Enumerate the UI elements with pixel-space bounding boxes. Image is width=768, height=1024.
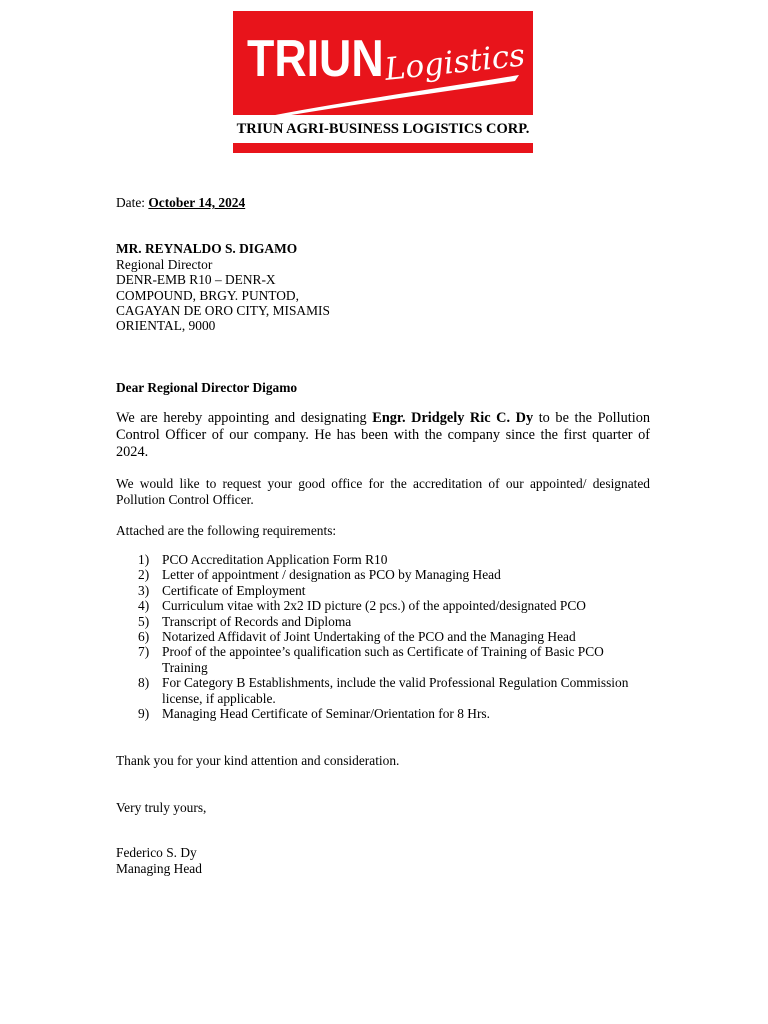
list-item-text: Managing Head Certificate of Seminar/Orientation for 8 Hrs. — [162, 706, 490, 722]
list-item-number: 2) — [138, 567, 150, 583]
logo-company-name: TRIUN AGRI-BUSINESS LOGISTICS CORP. — [233, 115, 533, 143]
salutation: Dear Regional Director Digamo — [116, 380, 298, 395]
list-item-text: For Category B Establishments, include the valid Professional Regulation Commission license, if applicable. — [162, 675, 629, 706]
requirements-list — [116, 552, 650, 721]
closing-line: Very truly yours, — [116, 800, 207, 815]
list-item-text: Proof of the appointee’s qualification such as Certificate of Training of Basic PCO Training — [162, 644, 604, 675]
recipient-address-line: DENR-EMB R10 – DENR-X — [116, 272, 276, 287]
list-item-number: 8) — [138, 675, 150, 691]
list-item-number: 6) — [138, 629, 150, 645]
body-paragraph-request — [116, 476, 650, 507]
list-item — [116, 598, 650, 613]
recipient-address-line: CAGAYAN DE ORO CITY, MISAMIS — [116, 303, 330, 318]
logo-script-text: Logistics — [383, 37, 527, 88]
list-item-number: 1) — [138, 552, 150, 567]
list-item-number: 5) — [138, 613, 150, 629]
para1-text: We are hereby appointing and designating — [116, 410, 373, 426]
date-label: Date: — [116, 195, 145, 210]
list-item-number: 7) — [138, 644, 150, 660]
list-item-number: 3) — [138, 582, 150, 598]
list-item — [116, 567, 650, 582]
recipient-title: Regional Director — [116, 257, 213, 272]
recipient-address-line: ORIENTAL, 9000 — [116, 318, 216, 333]
list-item-text: Notarized Affidavit of Joint Undertaking of the PCO and the Managing Head — [162, 629, 576, 645]
list-item — [116, 629, 650, 644]
list-item — [116, 614, 650, 629]
list-item — [116, 675, 650, 706]
date-value: October 14, 2024 — [148, 195, 246, 210]
para1-text: to be the Pollution Control Officer of our company. He has been with the company since the first quarter of 2024. — [116, 410, 650, 460]
thanks-line: Thank you for your kind attention and consideration. — [116, 753, 400, 768]
signatory-title: Managing Head — [116, 861, 202, 876]
logo-swoosh-icon — [253, 73, 523, 121]
recipient-name: MR. REYNALDO S. DIGAMO — [116, 241, 298, 256]
list-item-text: Letter of appointment / designation as PCO by Managing Head — [162, 567, 501, 583]
company-logo — [233, 11, 533, 153]
list-item-text: Certificate of Employment — [162, 582, 306, 598]
list-item — [116, 583, 650, 598]
list-item-number: 4) — [138, 598, 150, 614]
date-line — [116, 195, 245, 211]
para2-text: We would like to request your good office for the accreditation of our appointed/ designated Pollution Control Officer. — [116, 476, 650, 507]
body-paragraph-appointment — [116, 410, 650, 461]
list-item-text: Transcript of Records and Diploma — [162, 613, 352, 629]
list-item-number: 9) — [138, 706, 150, 722]
logo-wordmark: TRIUN — [247, 30, 384, 88]
signatory-name: Federico S. Dy — [116, 845, 197, 860]
list-item-text: PCO Accreditation Application Form R10 — [162, 552, 388, 567]
appointee-name: Engr. Dridgely Ric C. Dy — [372, 410, 534, 426]
list-item — [116, 644, 650, 675]
recipient-address-line: COMPOUND, BRGY. PUNTOD, — [116, 288, 299, 303]
requirements-intro: Attached are the following requirements: — [116, 523, 337, 538]
list-item-text: Curriculum vitae with 2x2 ID picture (2 pcs.) of the appointed/designated PCO — [162, 598, 586, 614]
list-item — [116, 706, 650, 721]
list-item — [116, 552, 650, 567]
